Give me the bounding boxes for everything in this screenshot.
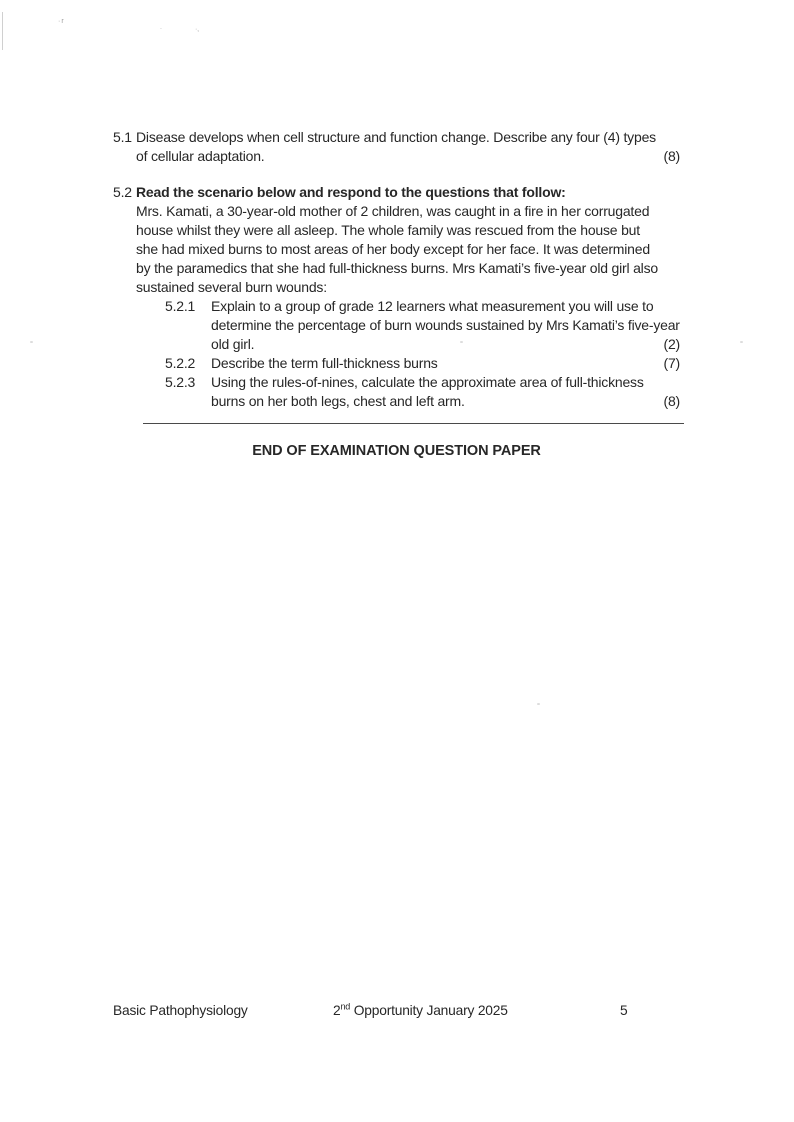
- marks-allocation: (2): [663, 336, 680, 352]
- scenario-text-line: Mrs. Kamati, a 30-year-old mother of 2 children, was caught in a fire in her corrugated: [136, 203, 650, 219]
- scenario-text-line: sustained several burn wounds:: [136, 279, 327, 295]
- question-text-line: old girl.: [211, 336, 255, 352]
- question-text-line: Using the rules-of-nines, calculate the approximate area of full-thickness: [211, 374, 644, 390]
- scan-speck: [30, 341, 33, 343]
- scan-artifact-mark: ·r: [58, 18, 65, 25]
- question-body: [136, 183, 680, 411]
- question-number: 5.2: [113, 184, 132, 200]
- question-text-line: burns on her both legs, chest and left arm.: [211, 393, 465, 409]
- question-body: [211, 354, 680, 373]
- scan-speck: [537, 703, 540, 705]
- marks-allocation: (7): [663, 355, 680, 371]
- page-number: 5: [620, 1003, 628, 1018]
- scenario-text-line: by the paramedics that she had full-thickness burns. Mrs Kamati’s five-year old girl also: [136, 260, 658, 276]
- ordinal-superscript: nd: [340, 1001, 351, 1012]
- question-text-line: Explain to a group of grade 12 learners what measurement you will use to: [211, 298, 654, 314]
- question-body: [211, 297, 680, 354]
- marks-allocation: (8): [663, 148, 680, 164]
- question-number: 5.2.3: [165, 374, 196, 390]
- scenario-heading: Read the scenario below and respond to the questions that follow:: [136, 184, 566, 200]
- question-5-2: [113, 183, 680, 411]
- question-body: [136, 128, 680, 166]
- question-5-2-1: [165, 297, 680, 354]
- question-text-line: Disease develops when cell structure and function change. Describe any four (4) types: [136, 129, 656, 145]
- question-number: 5.1: [113, 129, 132, 145]
- marks-allocation: (8): [663, 393, 680, 409]
- question-body: [211, 373, 680, 411]
- question-5-2-3: [165, 373, 680, 411]
- scan-speck: [740, 341, 743, 343]
- question-number: 5.2.1: [165, 298, 196, 314]
- question-section: [113, 128, 680, 461]
- question-number: 5.2.2: [165, 355, 196, 371]
- end-of-paper-notice: END OF EXAMINATION QUESTION PAPER: [252, 443, 541, 459]
- section-divider: [143, 423, 684, 424]
- scenario-text-line: she had mixed burns to most areas of her body except for her face. It was determined: [136, 241, 650, 257]
- scan-artifact-mark: .: [160, 24, 162, 31]
- question-text-line: determine the percentage of burn wounds sustained by Mrs Kamati’s five-year: [211, 317, 680, 333]
- footer-subject: Basic Pathophysiology: [113, 1003, 248, 1018]
- scenario-text-line: house whilst they were all asleep. The whole family was rescued from the house but: [136, 222, 640, 238]
- footer-session: 2nd Opportunity January 2025: [333, 1001, 508, 1018]
- question-text-line: Describe the term full-thickness burns: [211, 355, 438, 371]
- question-5-2-2: [165, 354, 680, 373]
- question-5-1: [113, 128, 680, 166]
- scan-artifact-mark: ·,: [195, 26, 199, 33]
- scan-artifact-line: [2, 12, 3, 50]
- page-footer: [113, 1003, 680, 1022]
- question-text-line: of cellular adaptation.: [136, 148, 265, 164]
